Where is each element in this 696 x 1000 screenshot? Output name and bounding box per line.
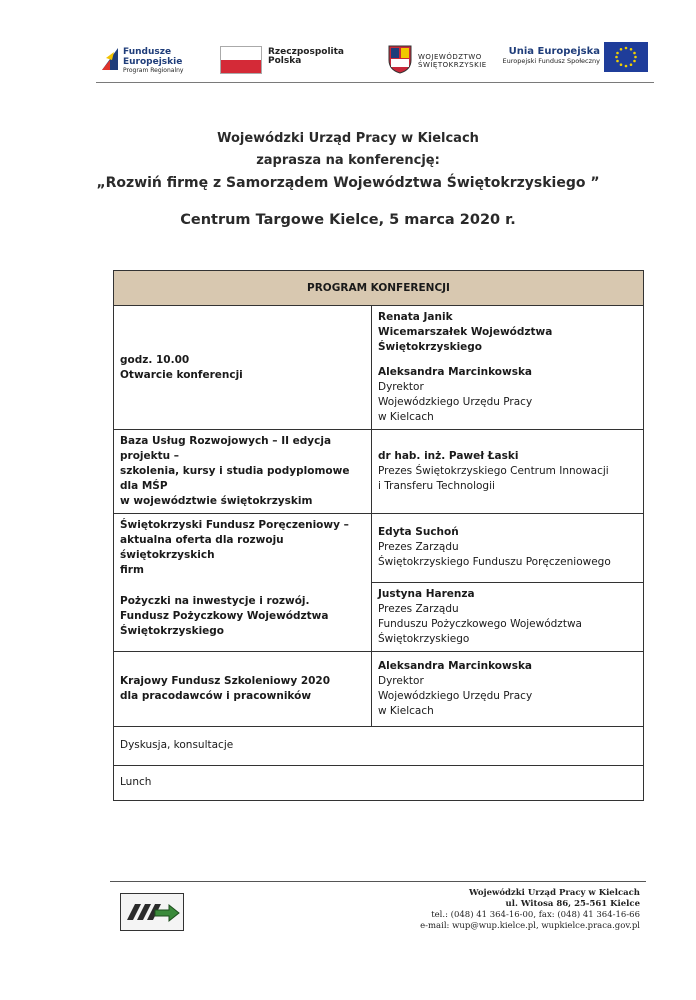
footer-divider: [110, 881, 646, 882]
agenda-item-text: Krajowy Fundusz Szkoleniowy 2020: [120, 674, 331, 687]
agenda-item-text: dla pracodawców i pracowników: [120, 689, 312, 702]
agenda-item-cell: [114, 514, 372, 583]
agenda-item-text: Świętokrzyskiego: [120, 624, 225, 637]
program-header: PROGRAM KONFERENCJI: [114, 271, 644, 306]
speaker-role: Wojewódzkiego Urzędu Pracy: [378, 689, 533, 702]
table-row: [114, 514, 644, 583]
speaker-role: i Transferu Technologii: [378, 480, 495, 492]
rzeczpospolita-line2: Polska: [268, 56, 302, 66]
speaker-role: Świętokrzyskiego: [378, 632, 470, 645]
agenda-item-text: szkolenia, kursy i studia podyplomowe dla MŚP: [120, 465, 350, 492]
logo-unia-europejska: [500, 42, 650, 74]
agenda-item-cell: [114, 651, 372, 726]
speaker-role: Świętokrzyskiego Funduszu Poręczeniowego: [378, 556, 611, 569]
speaker-role: Dyrektor: [378, 674, 424, 687]
agenda-item-text: firm: [120, 564, 144, 576]
speaker-role: Wicemarszałek Województwa Świętokrzyskiego: [378, 326, 553, 353]
agenda-item-text: w województwie świętokrzyskim: [120, 495, 313, 507]
agenda-item-text: Otwarcie konferencji: [120, 368, 243, 381]
speaker-name: Renata Janik: [378, 311, 453, 323]
program-table: [113, 270, 644, 801]
agenda-item-text: aktualna oferta dla rozwoju świętokrzyskich: [120, 534, 284, 561]
speaker-name: Aleksandra Marcinkowska: [378, 659, 533, 672]
table-row: [114, 765, 644, 800]
polish-flag-icon: [220, 46, 262, 74]
wup-logo: [120, 893, 184, 931]
logo-rzeczpospolita: [220, 46, 350, 74]
agenda-item-cell: [114, 306, 372, 430]
speaker-role: Dyrektor: [378, 381, 424, 393]
speaker-role: Prezes Zarządu: [378, 541, 459, 554]
footer-line3: tel.: (048) 41 364-16-00, fax: (048) 41 364-16-66: [431, 910, 640, 920]
fundusze-line3: Program Regionalny: [123, 67, 184, 74]
speaker-role: w Kielcach: [378, 411, 434, 423]
speaker-cell: [372, 651, 644, 726]
table-row: [114, 306, 644, 430]
agenda-item-text: Fundusz Pożyczkowy Województwa: [120, 609, 329, 622]
speaker-name: Aleksandra Marcinkowska: [378, 366, 533, 378]
speaker-role: Prezes Świętokrzyskiego Centrum Innowacji: [378, 465, 609, 477]
speaker-cell: [372, 582, 644, 651]
coat-of-arms-icon: [388, 44, 412, 74]
wojewodztwo-line2: ŚWIĘTOKRZYSKIE: [418, 61, 487, 69]
agenda-item-cell: [114, 430, 372, 514]
speaker-cell: [372, 430, 644, 514]
wup-logo-icon: [121, 894, 183, 930]
speaker-name: Edyta Suchoń: [378, 526, 459, 539]
heading-line2: zaprasza na konferencję:: [256, 153, 440, 168]
footer-line4: e-mail: wup@wup.kielce.pl, wupkielce.praca.gov.pl: [420, 921, 640, 931]
fundusze-europejskie-icon: [100, 46, 120, 72]
speaker-role: Funduszu Pożyczkowego Województwa: [378, 617, 582, 630]
table-row: [114, 582, 644, 651]
table-row: [114, 726, 644, 765]
footer-line1: Wojewódzki Urząd Pracy w Kielcach: [469, 888, 640, 898]
fundusze-line1: Fundusze: [123, 47, 172, 57]
speaker-role: w Kielcach: [378, 704, 434, 717]
speaker-name: Justyna Harenza: [378, 587, 475, 600]
footer-line2: ul. Witosa 86, 25-561 Kielce: [505, 899, 640, 909]
speaker-name: dr hab. inż. Paweł Łaski: [378, 450, 519, 462]
heading-line3: „Rozwiń firmę z Samorządem Województwa Świętokrzyskiego ”: [96, 175, 600, 191]
logo-wojewodztwo: [388, 44, 498, 76]
footer-address: [420, 888, 640, 932]
ue-line2: Europejski Fundusz Społeczny: [502, 57, 600, 65]
agenda-item-text: Świętokrzyski Fundusz Poręczeniowy –: [120, 519, 349, 531]
agenda-item-cell: [114, 582, 372, 651]
agenda-item-text: Pożyczki na inwestycje i rozwój.: [120, 594, 310, 607]
agenda-item-text: godz. 10.00: [120, 353, 190, 366]
speaker-cell: [372, 514, 644, 583]
speaker-role: Prezes Zarządu: [378, 602, 459, 615]
discussion-cell: Dyskusja, konsultacje: [114, 726, 644, 765]
lunch-cell: Lunch: [114, 765, 644, 800]
table-row: [114, 651, 644, 726]
ue-line1: Unia Europejska: [508, 46, 600, 57]
header-divider: [96, 82, 654, 83]
speaker-role: Wojewódzkiego Urzędu Pracy: [378, 396, 533, 408]
speaker-cell: [372, 306, 644, 430]
rzeczpospolita-line1: Rzeczpospolita: [268, 47, 344, 57]
heading-line1: Wojewódzki Urząd Pracy w Kielcach: [217, 131, 479, 146]
table-row: [114, 430, 644, 514]
wojewodztwo-line1: WOJEWÓDZTWO: [418, 53, 482, 61]
agenda-item-text: Baza Usług Rozwojowych – II edycja projektu –: [120, 435, 332, 462]
fundusze-line2: Europejskie: [123, 57, 183, 67]
logo-fundusze-europejskie: [100, 44, 190, 74]
heading-line4: Centrum Targowe Kielce, 5 marca 2020 r.: [180, 212, 516, 228]
eu-flag-icon: [604, 42, 648, 72]
